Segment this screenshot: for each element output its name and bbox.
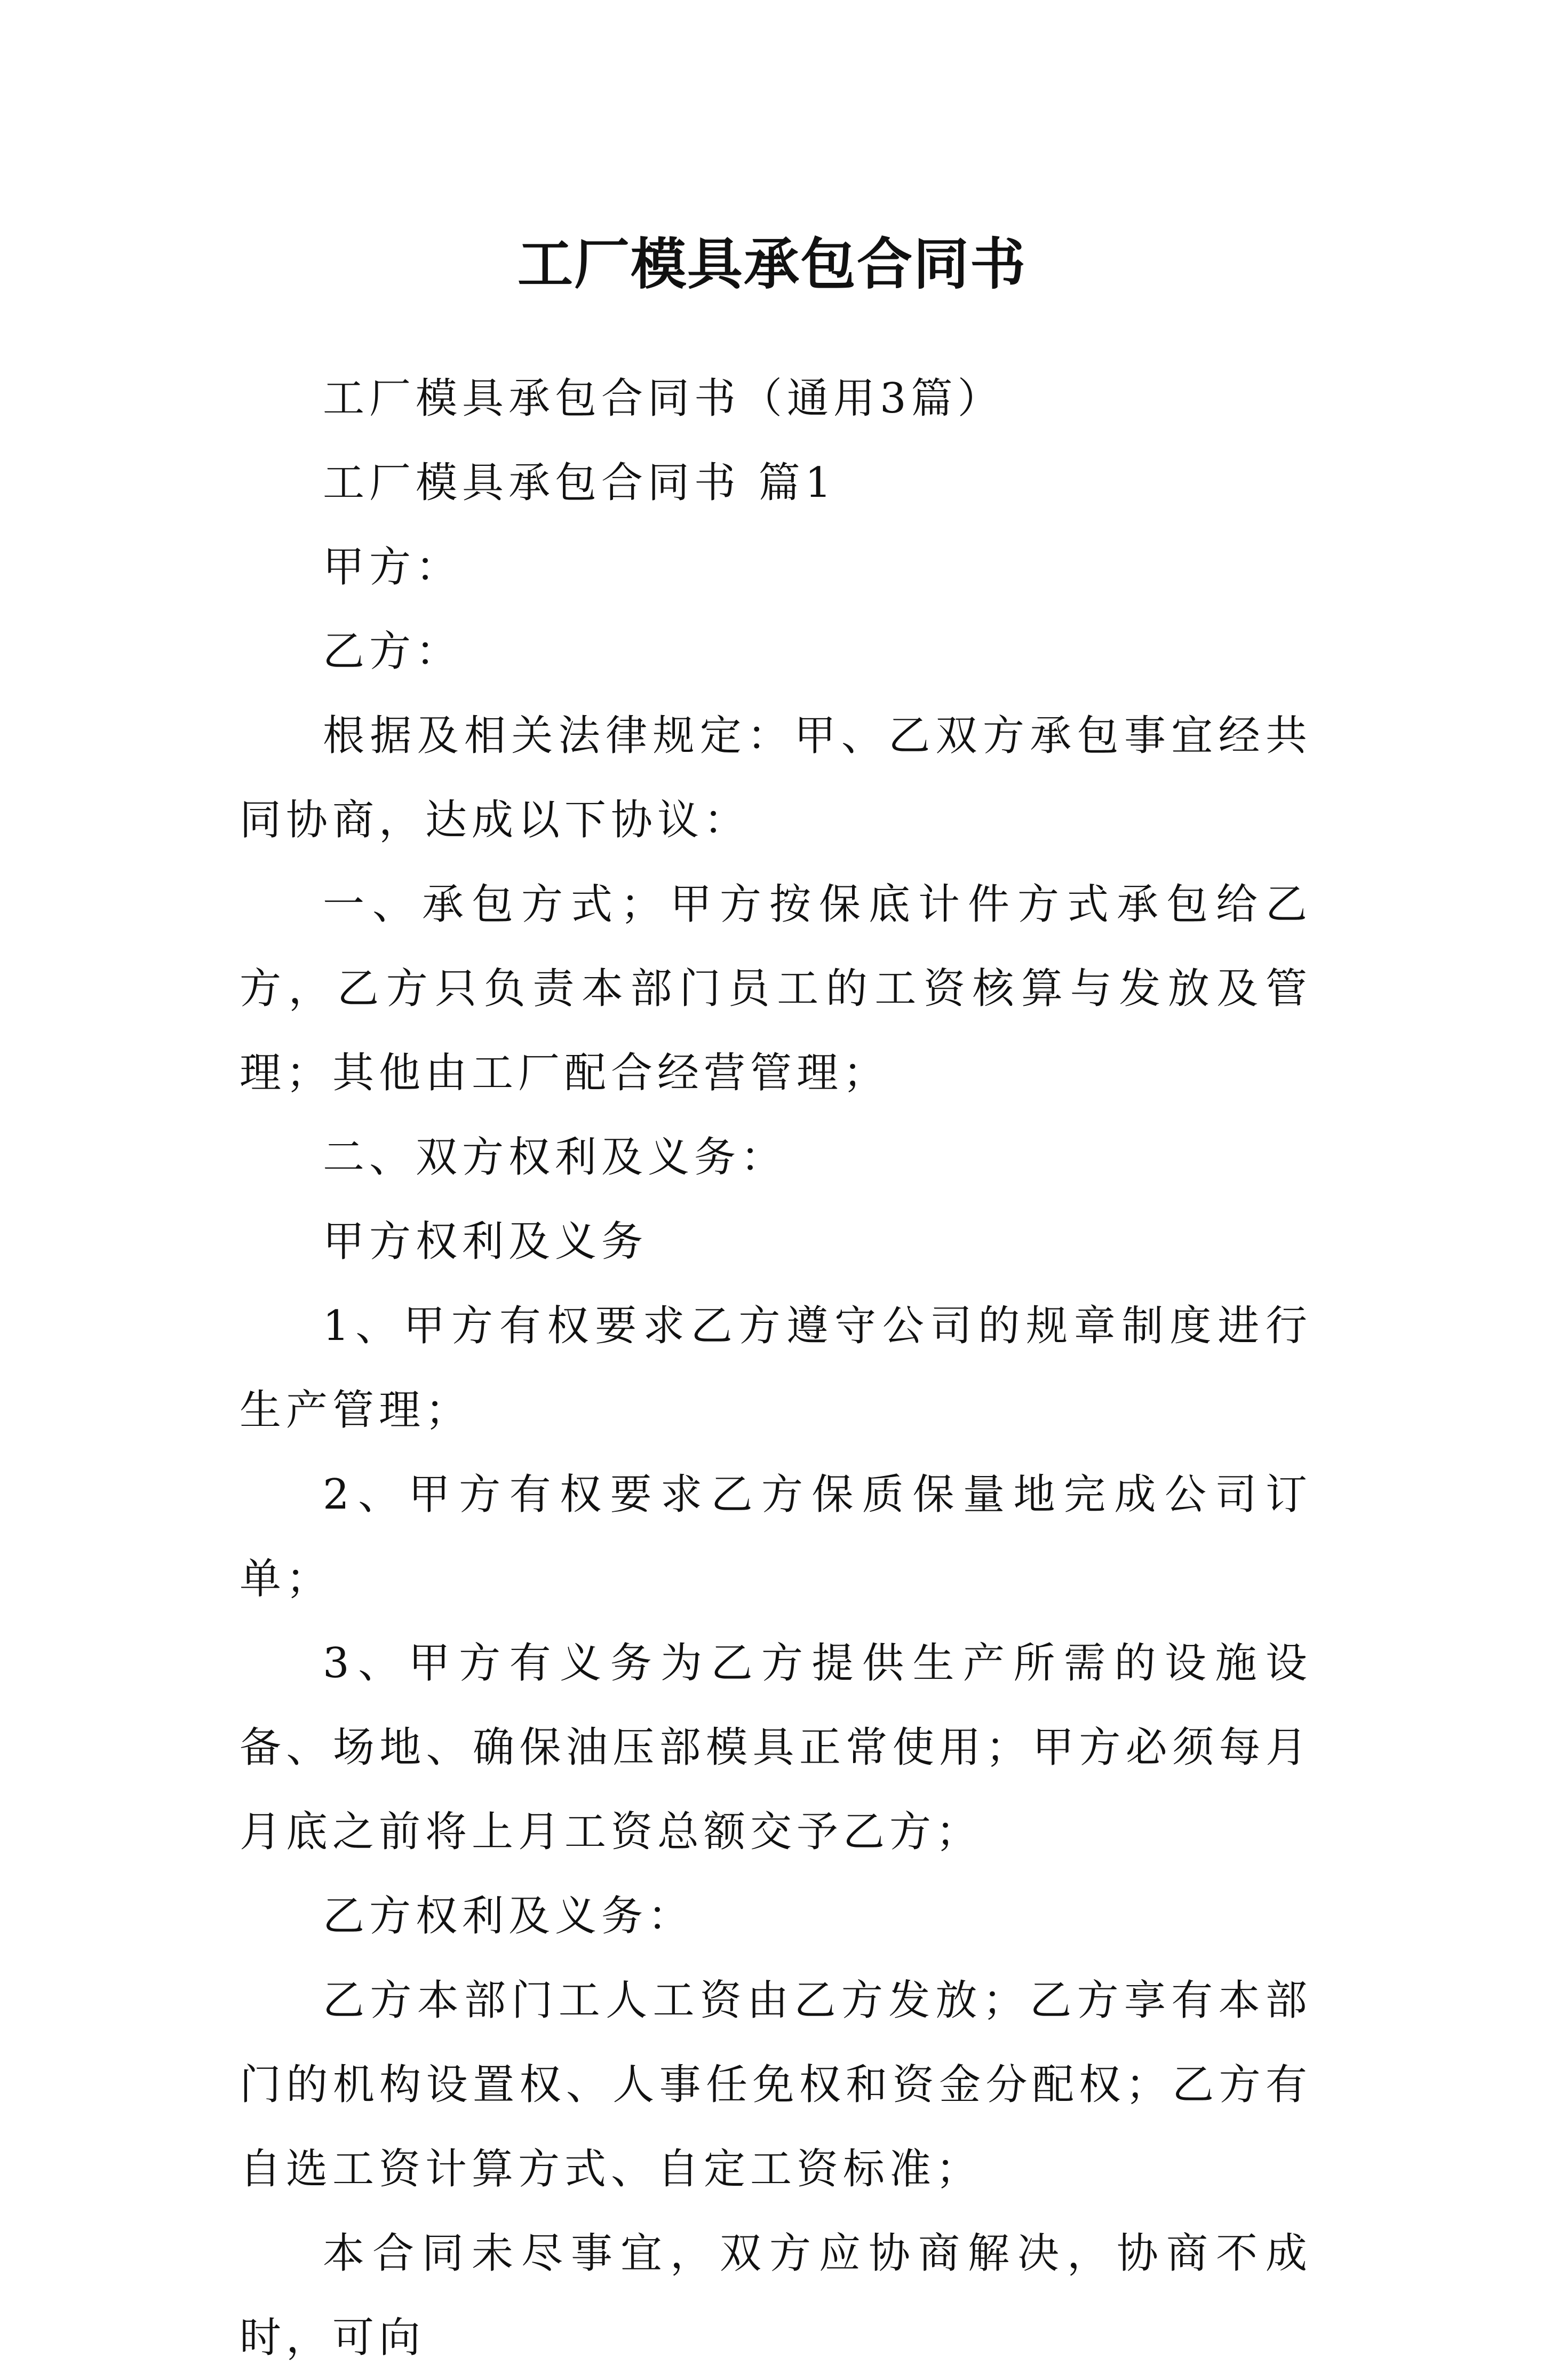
document-body — [240, 356, 1312, 2380]
paragraph-party-a-rights-heading: 甲方权利及义务 — [323, 1218, 648, 1266]
document-title: 工厂模具承包合同书 — [517, 231, 1026, 297]
paragraph-party-a-right-2: 2、甲方有权要求乙方保质保量地完成公司订单； — [240, 1471, 1312, 1603]
paragraph-party-a-right-1: 1、甲方有权要求乙方遵守公司的规章制度进行生产管理； — [240, 1302, 1312, 1434]
paragraph-preamble: 根据及相关法律规定：甲、乙双方承包事宜经共同协商，达成以下协议： — [240, 712, 1312, 844]
paragraph-heading-part1: 工厂模具承包合同书 篇1 — [323, 459, 837, 507]
paragraph-rights-heading: 二、双方权利及义务： — [323, 1133, 787, 1181]
paragraph-unresolved-matters: 本合同未尽事宜，双方应协商解决，协商不成时，可向 — [240, 2230, 1312, 2362]
paragraph-party-b-rights-heading: 乙方权利及义务： — [323, 1892, 695, 1940]
paragraph-party-b: 乙方： — [323, 628, 463, 676]
paragraph-party-a: 甲方： — [323, 543, 463, 591]
paragraph-heading-general: 工厂模具承包合同书（通用3篇） — [323, 375, 1004, 423]
paragraph-party-a-right-3: 3、甲方有义务为乙方提供生产所需的设施设备、场地、确保油压部模具正常使用；甲方必须每月月底之前将上月工资总额交予乙方； — [240, 1639, 1312, 1856]
paragraph-party-b-rights: 乙方本部门工人工资由乙方发放；乙方享有本部门的机构设置权、人事任免权和资金分配权；乙方有自选工资计算方式、自定工资标准； — [240, 1977, 1312, 2193]
paragraph-contract-method: 一、承包方式；甲方按保底计件方式承包给乙方，乙方只负责本部门员工的工资核算与发放及管理；其他由工厂配合经营管理； — [240, 880, 1312, 1097]
